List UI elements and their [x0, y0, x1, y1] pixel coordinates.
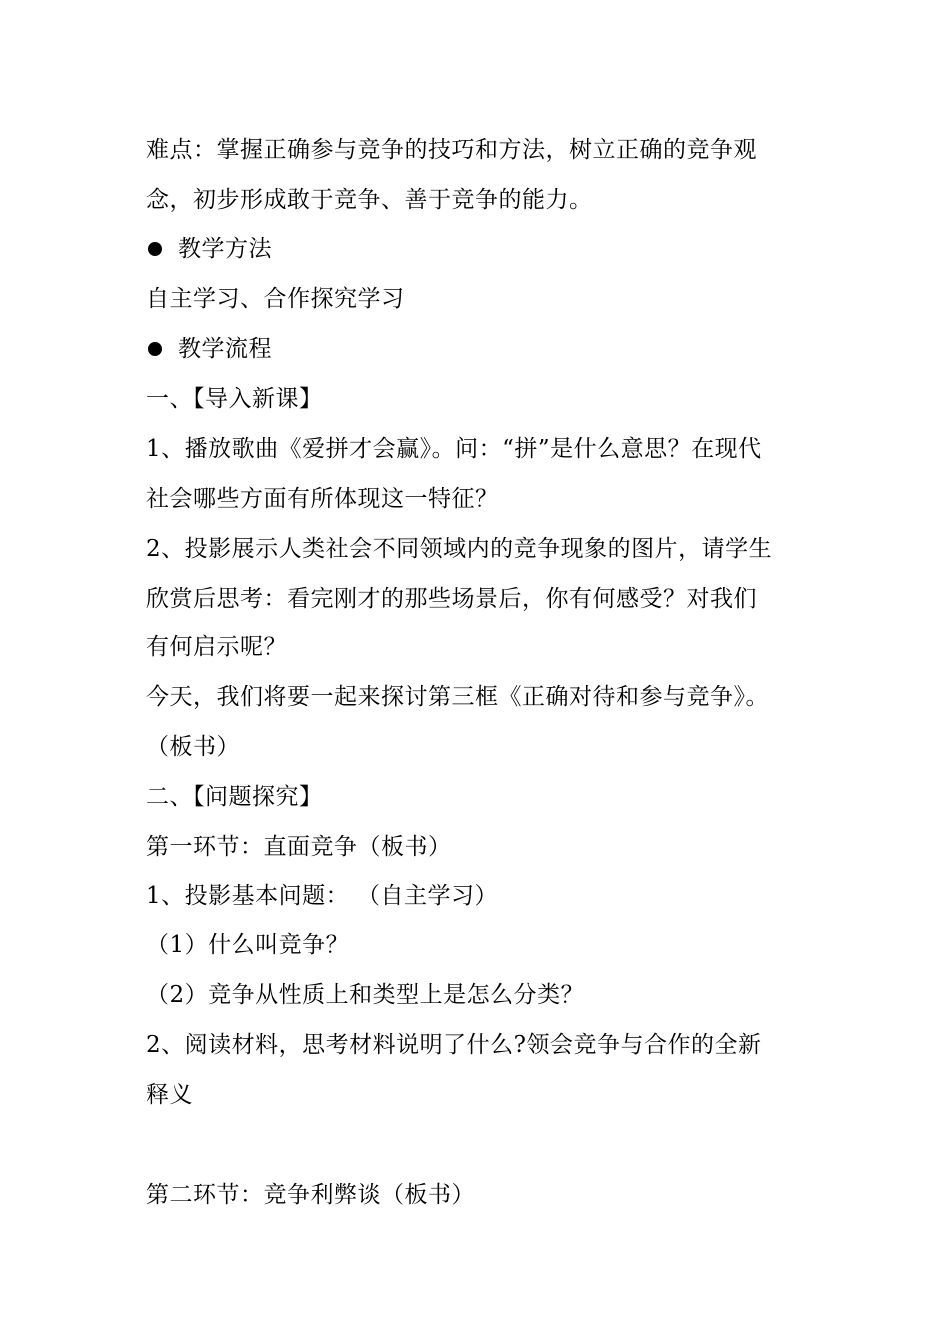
list-item-2-line-1: 2、阅读材料，思考材料说明了什么?领会竞争与合作的全新 — [146, 1032, 762, 1058]
list-item-2-line-2: 释义 — [146, 1082, 193, 1108]
list-item-1-2: （2）竞争从性质上和类型上是怎么分类？ — [146, 982, 585, 1008]
section-heading-inquiry: 二、【问题探究】 — [146, 784, 323, 810]
paragraph-intro-2-line-1: 2、投影展示人类社会不同领域内的竞争现象的图片，请学生 — [146, 536, 773, 562]
list-item-1-1: （1）什么叫竞争？ — [146, 932, 350, 958]
heading-teaching-flow-label: 教学流程 — [178, 336, 272, 362]
paragraph-difficulty-line-2: 念，初步形成敢于竞争、善于竞争的能力。 — [146, 187, 593, 213]
paragraph-method: 自主学习、合作探究学习 — [146, 286, 405, 312]
heading-teaching-flow — [146, 334, 826, 364]
bullet-icon — [148, 242, 162, 256]
paragraph-intro-2-line-2: 欣赏后思考：看完刚才的那些场景后，你有何感受？对我们 — [146, 586, 757, 612]
subsection-heading-2: 第二环节：竞争利弊谈（板书） — [146, 1182, 475, 1208]
paragraph-intro-2-line-3: 有何启示呢？ — [146, 634, 287, 660]
heading-teaching-method-label: 教学方法 — [178, 236, 272, 262]
subsection-heading-1: 第一环节：直面竞争（板书） — [146, 834, 452, 860]
section-heading-intro: 一、【导入新课】 — [146, 386, 323, 412]
paragraph-today-line-1: 今天，我们将要一起来探讨第三框《正确对待和参与竞争》。 — [146, 684, 769, 710]
paragraph-intro-1-line-2: 社会哪些方面有所体现这一特征？ — [146, 486, 499, 512]
list-item-1: 1、投影基本问题： （自主学习） — [146, 883, 498, 909]
paragraph-intro-1-line-1: 1、播放歌曲《爱拼才会赢》。问：“拼”是什么意思？在现代 — [146, 436, 762, 462]
heading-teaching-method — [146, 234, 826, 264]
bullet-icon — [148, 342, 162, 356]
paragraph-difficulty-line-1: 难点：掌握正确参与竞争的技巧和方法，树立正确的竞争观 — [146, 137, 757, 163]
paragraph-today-line-2: （板书） — [146, 734, 240, 760]
